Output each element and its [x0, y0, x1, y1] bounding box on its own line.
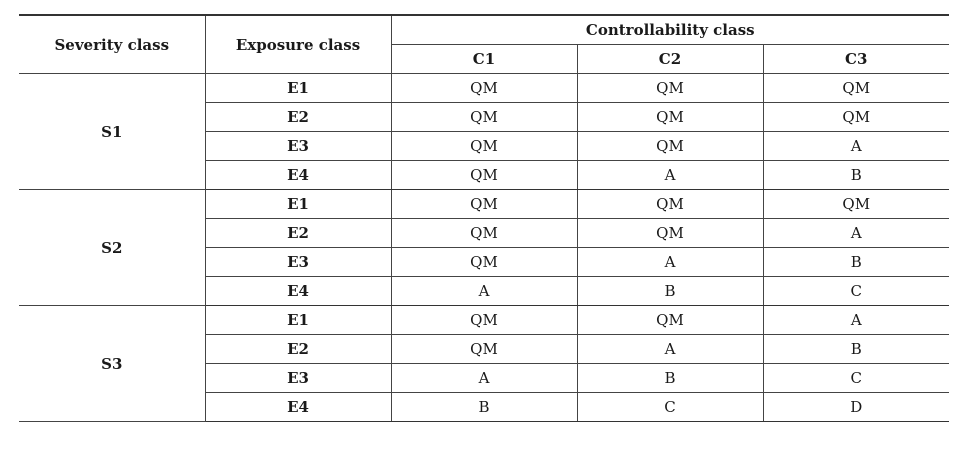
- exposure-cell: E1: [205, 190, 391, 219]
- header-exposure-class: Exposure class: [205, 15, 391, 74]
- asil-value-cell: QM: [391, 103, 577, 132]
- asil-value-cell: QM: [391, 190, 577, 219]
- asil-value-cell: A: [577, 335, 763, 364]
- exposure-cell: E4: [205, 277, 391, 306]
- asil-value-cell: QM: [391, 219, 577, 248]
- severity-cell: S2: [19, 190, 205, 306]
- exposure-cell: E4: [205, 161, 391, 190]
- asil-value-cell: C: [577, 393, 763, 422]
- exposure-cell: E1: [205, 306, 391, 335]
- asil-value-cell: C: [763, 364, 949, 393]
- asil-value-cell: A: [763, 219, 949, 248]
- exposure-cell: E3: [205, 364, 391, 393]
- asil-value-cell: B: [577, 277, 763, 306]
- header-c1: C1: [391, 45, 577, 74]
- table-row: [19, 74, 949, 103]
- asil-value-cell: QM: [763, 190, 949, 219]
- severity-cell: S3: [19, 306, 205, 422]
- asil-value-cell: QM: [577, 306, 763, 335]
- severity-cell: S1: [19, 74, 205, 190]
- asil-determination-table: [19, 14, 949, 422]
- asil-value-cell: QM: [391, 306, 577, 335]
- asil-value-cell: QM: [391, 248, 577, 277]
- asil-value-cell: A: [763, 306, 949, 335]
- asil-value-cell: QM: [577, 103, 763, 132]
- asil-value-cell: B: [763, 248, 949, 277]
- asil-value-cell: B: [763, 335, 949, 364]
- exposure-cell: E3: [205, 248, 391, 277]
- table-row: [19, 306, 949, 335]
- asil-table-container: [19, 14, 949, 422]
- asil-value-cell: B: [391, 393, 577, 422]
- asil-value-cell: A: [391, 277, 577, 306]
- asil-value-cell: QM: [391, 74, 577, 103]
- table-body: [19, 74, 949, 422]
- asil-value-cell: A: [577, 248, 763, 277]
- exposure-cell: E3: [205, 132, 391, 161]
- exposure-cell: E2: [205, 103, 391, 132]
- exposure-cell: E2: [205, 219, 391, 248]
- exposure-cell: E2: [205, 335, 391, 364]
- asil-value-cell: A: [391, 364, 577, 393]
- header-controllability-class: Controllability class: [391, 15, 949, 45]
- exposure-cell: E4: [205, 393, 391, 422]
- asil-value-cell: QM: [391, 161, 577, 190]
- header-c2: C2: [577, 45, 763, 74]
- asil-value-cell: QM: [391, 335, 577, 364]
- asil-value-cell: D: [763, 393, 949, 422]
- header-severity-class: Severity class: [19, 15, 205, 74]
- asil-value-cell: QM: [577, 219, 763, 248]
- asil-value-cell: QM: [391, 132, 577, 161]
- table-row: [19, 190, 949, 219]
- asil-value-cell: QM: [577, 190, 763, 219]
- header-row-top: [19, 15, 949, 45]
- asil-value-cell: B: [763, 161, 949, 190]
- asil-value-cell: QM: [577, 74, 763, 103]
- asil-value-cell: QM: [577, 132, 763, 161]
- asil-value-cell: C: [763, 277, 949, 306]
- header-c3: C3: [763, 45, 949, 74]
- asil-value-cell: QM: [763, 74, 949, 103]
- exposure-cell: E1: [205, 74, 391, 103]
- asil-value-cell: A: [577, 161, 763, 190]
- asil-value-cell: A: [763, 132, 949, 161]
- asil-value-cell: QM: [763, 103, 949, 132]
- asil-value-cell: B: [577, 364, 763, 393]
